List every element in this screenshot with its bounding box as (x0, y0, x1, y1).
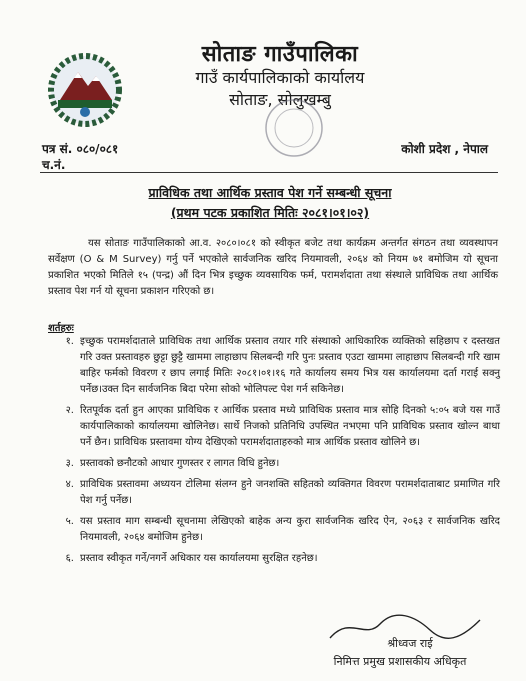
condition-text: रितपूर्वक दर्ता हुन आएका प्राविधिक र आर्थिक प्रस्ताव मध्ये प्राविधिक प्रस्ताव मात्र सोहि दिनको ५:०५ बजे यस गाउँ कार्यपालिकाको कार्यालयमा खोलिनेछ। सार्थे निजको प्रतिनिधि उपस्थित नभएमा पनि प्राविधिक प्रस्ताव खोल्न बाधा पर्ने छैन। प्राविधिक प्रस्तावमा योग्य देखिएको परामर्शदाताहरुको मात्र आर्थिक प्रस्ताव खोलिने छ। (80, 405, 500, 448)
municipality-name: सोताङ गाउँपालिका (201, 42, 359, 67)
office-address: सोताङ, सोलुखम्बु (229, 90, 331, 109)
condition-number: ४. (65, 479, 74, 490)
office-stamp (262, 96, 326, 160)
condition-item (48, 403, 500, 451)
signatory-name: श्रीध्वज राई (387, 637, 433, 650)
notice-intro: यस सोताङ गाउँपालिकाको आ.व. २०८०।०८१ को स्वीकृत बजेट तथा कार्यक्रम अन्तर्गत संगठन तथा व्यवस्थापन सर्वेक्षण (O & M Survey) गर्नु पर्ने भएकोले सार्वजनिक खरिद नियमावली, २०६४ को नियम ७१ बमोजिम यो सूचना प्रकाशित भएको मितिले १५ (पन्द्र) औं दिन भित्र इच्छुक व्यवसायिक फर्म, परामर्शदाता तथा संस्थाले प्राविधिक तथा आर्थिक प्रस्ताव पेश गर्न यो सूचना प्रकाशन गरिएको छ। (48, 238, 498, 297)
condition-number: १. (65, 336, 74, 347)
province-label: कोशी प्रदेश , नेपाल (401, 142, 488, 156)
condition-text: यस प्रस्ताव माग सम्बन्धी सूचनामा लेखिएको बाहेक अन्य कुरा सार्वजनिक खरिद ऐन, २०६३ र सार्वजनिक खरिद नियमावली, २०६४ बमोजिम हुनेछ। (80, 516, 500, 543)
notice-title: प्राविधिक तथा आर्थिक प्रस्ताव पेश गर्ने सम्बन्धी सूचना (148, 185, 392, 200)
condition-item (48, 334, 500, 398)
municipality-emblem (40, 50, 130, 130)
condition-text: प्रस्ताव स्वीकृत गर्ने/नगर्ने अधिकार यस कार्यालयमा सुरक्षित रहनेछ। (80, 553, 318, 564)
condition-item (48, 477, 500, 509)
condition-item (48, 514, 500, 546)
condition-text: प्रस्तावको छनौटको आधार गुणस्तर र लागत विधि हुनेछ। (80, 458, 280, 469)
office-name: गाउँ कार्यपालिकाको कार्यालय (195, 68, 365, 87)
condition-item (48, 456, 500, 472)
condition-number: ६. (65, 553, 74, 564)
condition-text: प्राविधिक प्रस्तावमा अध्ययन टोलिमा संलग्न हुने जनशक्ति सहितको व्यक्तिगत विवरण परामर्शदाताबाट प्रमाणित गरि पेश गर्नु पर्नेछ। (80, 479, 500, 506)
signatory-designation: निमित्त प्रमुख प्रशासकीय अधिकृत (333, 655, 467, 668)
condition-number: ५. (65, 516, 74, 527)
condition-number: २. (65, 405, 74, 416)
letter-number: पत्र सं. ०८०/०८१ (42, 142, 119, 156)
condition-item (48, 551, 500, 567)
conditions-list (48, 334, 500, 572)
dispatch-number: च.नं. (42, 158, 66, 172)
condition-text: इच्छुक परामर्शदाताले प्राविधिक तथा आर्थिक प्रस्ताव तयार गरि संस्थाको आधिकारिक व्यक्तिको सहिछाप र दस्तखत गरि उक्त प्रस्तावहरु छुट्टा छुट्टै खाममा लाहाछाप सिलबन्दी गरि पुनः प्रस्ताव एउटा खाममा लाहाछाप सिलबन्दी गरि खाम बाहिर फर्मको विवरण र छाप लगाई मितिः २०८१।०१।१६ गते कार्यालय समय भित्र यस कार्यालयमा दर्ता गराई सक्नु पर्नेछ।उक्त दिन सार्वजनिक बिदा परेमा सोको भोलिपल्ट पेश गर्न सकिनेछ। (80, 336, 500, 395)
condition-number: ३. (65, 458, 74, 469)
conditions-heading: शर्तहरुः (48, 323, 74, 334)
notice-date: (प्रथम पटक प्रकाशित मितिः २०८१।०१।०२) (170, 205, 370, 220)
header-divider (40, 172, 498, 173)
